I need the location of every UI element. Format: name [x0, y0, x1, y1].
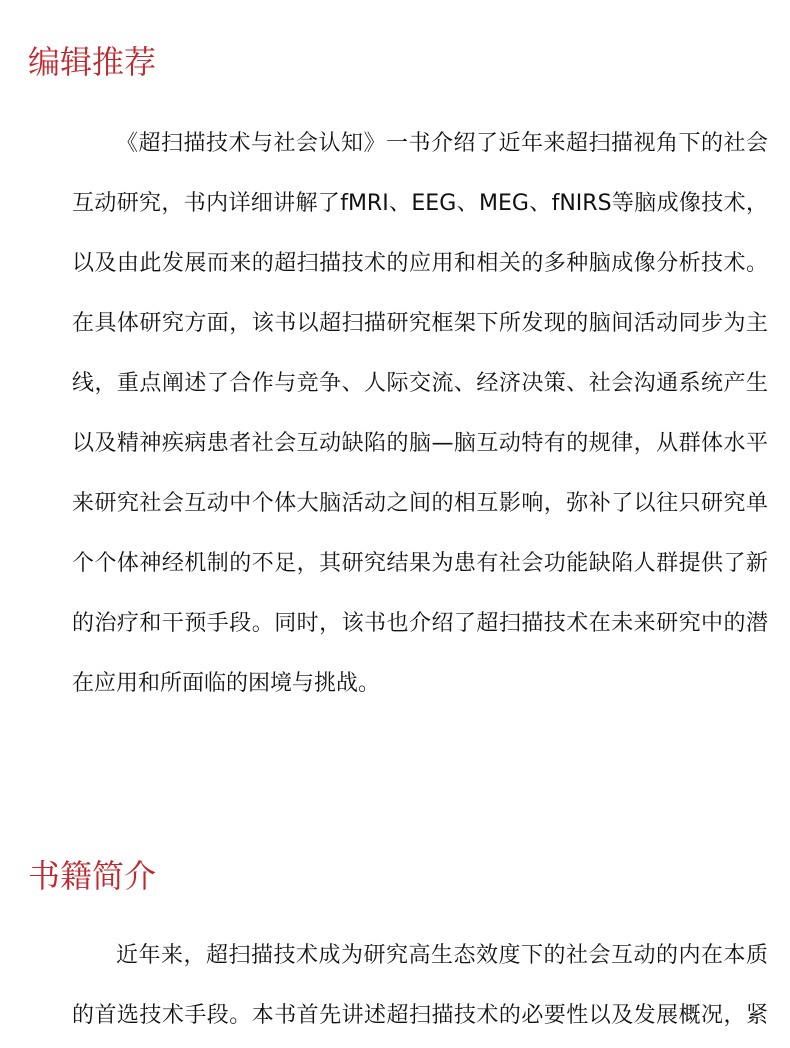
- paragraph-line: 线，重点阐述了合作与竞争、人际交流、经济决策、社会沟通系统产生: [72, 371, 768, 396]
- paragraph-line: 在应用和所面临的困境与挑战。: [72, 671, 381, 696]
- heading-spacer: [28, 86, 768, 114]
- paragraph-line: 互动研究，书内详细讲解了fMRI、EEG、MEG、fNIRS等脑成像技术，: [72, 191, 768, 216]
- paragraph-line: 《超扫描技术与社会认知》一书介绍了近年来超扫描视角下的社会: [116, 131, 768, 156]
- heading-spacer: [28, 900, 768, 926]
- paragraph-line: 个个体神经机制的不足，其研究结果为患有社会功能缺陷人群提供了新: [72, 551, 768, 576]
- paragraph-line: 在具体研究方面，该书以超扫描研究框架下所发现的脑间活动同步为主: [72, 311, 768, 336]
- editor-recommendation-section: [28, 38, 768, 714]
- section-heading-book-introduction: 书籍简介: [28, 857, 157, 895]
- paragraph-line: 来研究社会互动中个体大脑活动之间的相互影响，弥补了以往只研究单: [72, 491, 768, 516]
- section-heading-editor-recommendation: 编辑推荐: [28, 43, 157, 81]
- editor-recommendation-paragraph: [28, 114, 768, 714]
- paragraph-line: 的治疗和干预手段。同时，该书也介绍了超扫描技术在未来研究中的潜: [72, 611, 768, 636]
- paragraph-line: 以及精神疾病患者社会互动缺陷的脑—脑互动特有的规律，从群体水平: [72, 431, 768, 456]
- book-introduction-paragraph: [28, 926, 768, 1046]
- paragraph-line: 的首选技术手段。本书首先讲述超扫描技术的必要性以及发展概况，紧: [72, 1003, 768, 1028]
- paragraph-line: 近年来，超扫描技术成为研究高生态效度下的社会互动的内在本质: [116, 943, 768, 968]
- paragraph-line: 以及由此发展而来的超扫描技术的应用和相关的多种脑成像分析技术。: [72, 251, 768, 276]
- book-introduction-section: [28, 852, 768, 1046]
